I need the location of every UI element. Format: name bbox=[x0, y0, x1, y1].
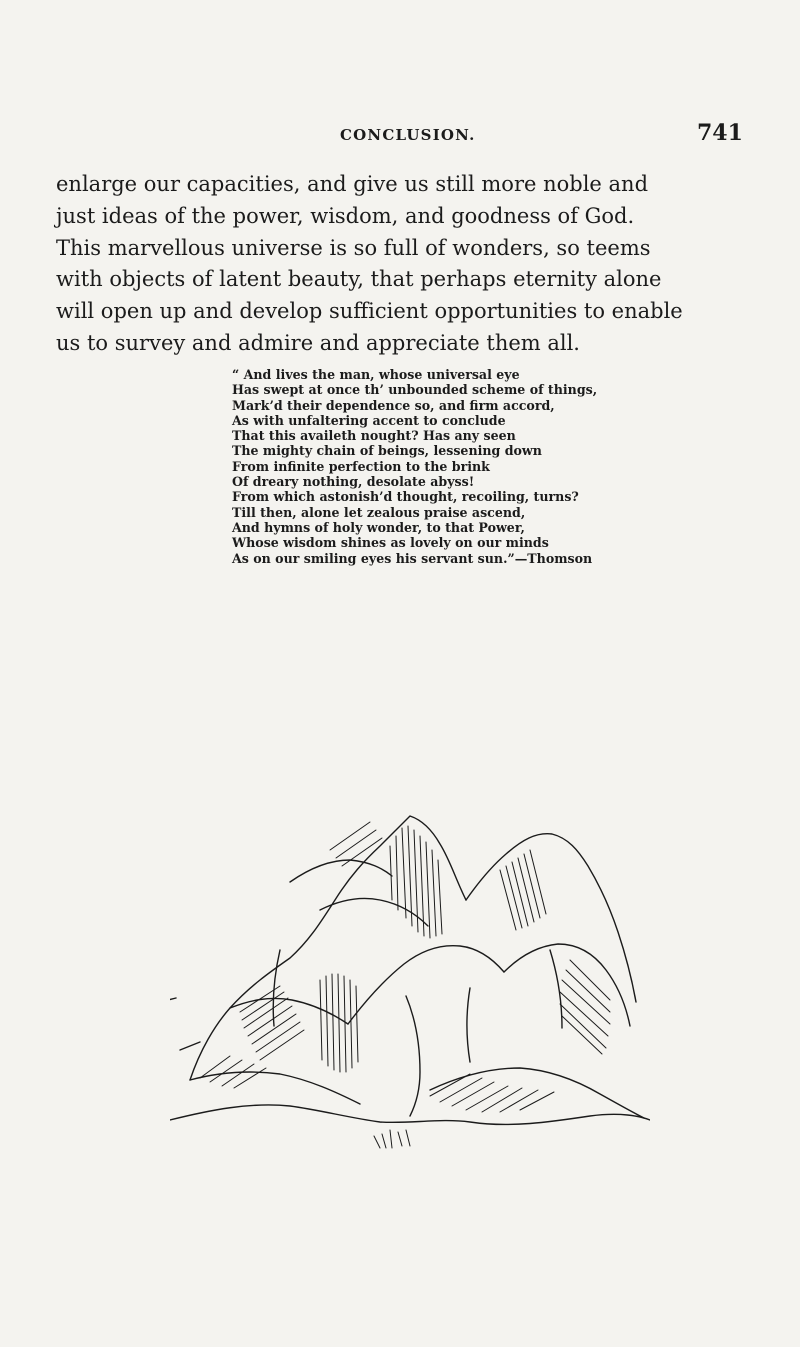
poem-line: And hymns of holy wonder, to that Power, bbox=[232, 519, 525, 535]
poem-line: As on our smiling eyes his servant sun.”—Thomson bbox=[232, 550, 593, 566]
rock-outline bbox=[406, 996, 420, 1116]
poem-quotation bbox=[232, 367, 652, 566]
body-line: just ideas of the power, wisdom, and goodness of God. bbox=[56, 203, 635, 228]
rock-outline bbox=[430, 1068, 644, 1118]
hatch-group bbox=[320, 974, 358, 1072]
rock-outline bbox=[467, 988, 470, 1062]
rock-outline bbox=[230, 998, 348, 1024]
poem-line: Of dreary nothing, desolate abyss! bbox=[232, 474, 475, 490]
hatch-group bbox=[374, 1130, 410, 1148]
body-line: enlarge our capacities, and give us still more noble and bbox=[56, 172, 649, 196]
rock-outline bbox=[180, 1042, 200, 1050]
running-head bbox=[0, 120, 800, 150]
poem-line: That this availeth nought? Has any seen bbox=[232, 428, 516, 444]
page-number: 741 bbox=[697, 120, 743, 146]
hatch-group bbox=[560, 960, 610, 1054]
body-line: will open up and develop sufficient opportunities to enable bbox=[56, 299, 683, 324]
body-line: with objects of latent beauty, that perhaps eternity alone bbox=[56, 267, 662, 292]
poem-line: From infinite perfection to the brink bbox=[232, 458, 490, 474]
rock-outline bbox=[290, 860, 392, 882]
poem-line: Till then, alone let zealous praise ascend, bbox=[232, 504, 526, 520]
poem-line: Whose wisdom shines as lovely on our minds bbox=[232, 535, 549, 551]
body-line: This marvellous universe is so full of wonders, so teems bbox=[56, 235, 651, 260]
poem-line: Has swept at once th’ unbounded scheme of things, bbox=[232, 382, 598, 398]
poem-line: As with unfaltering accent to conclude bbox=[232, 412, 506, 428]
rock-outline bbox=[170, 998, 176, 1000]
hatch-group bbox=[430, 1074, 554, 1112]
running-title: CONCLUSION. bbox=[340, 126, 476, 144]
body-line: us to survey and admire and appreciate them all. bbox=[56, 330, 580, 355]
poem-line: Mark’d their dependence so, and firm accord, bbox=[232, 397, 555, 413]
rock-outline bbox=[190, 1072, 360, 1104]
rock-outline bbox=[348, 946, 504, 1024]
rock-outline bbox=[190, 816, 466, 1080]
poem-line: From which astonish’d thought, recoiling, turns? bbox=[232, 489, 579, 505]
hatch-group bbox=[330, 822, 382, 866]
rock-outline bbox=[550, 950, 562, 1028]
rock-crags-engraving bbox=[170, 750, 650, 1160]
hatch-group bbox=[390, 826, 442, 938]
body-paragraph bbox=[56, 169, 683, 360]
hatch-group bbox=[500, 850, 546, 930]
hatch-group bbox=[240, 986, 304, 1060]
poem-line: The mighty chain of beings, lessening down bbox=[232, 443, 542, 459]
poem-line: “ And lives the man, whose universal eye bbox=[232, 367, 520, 382]
